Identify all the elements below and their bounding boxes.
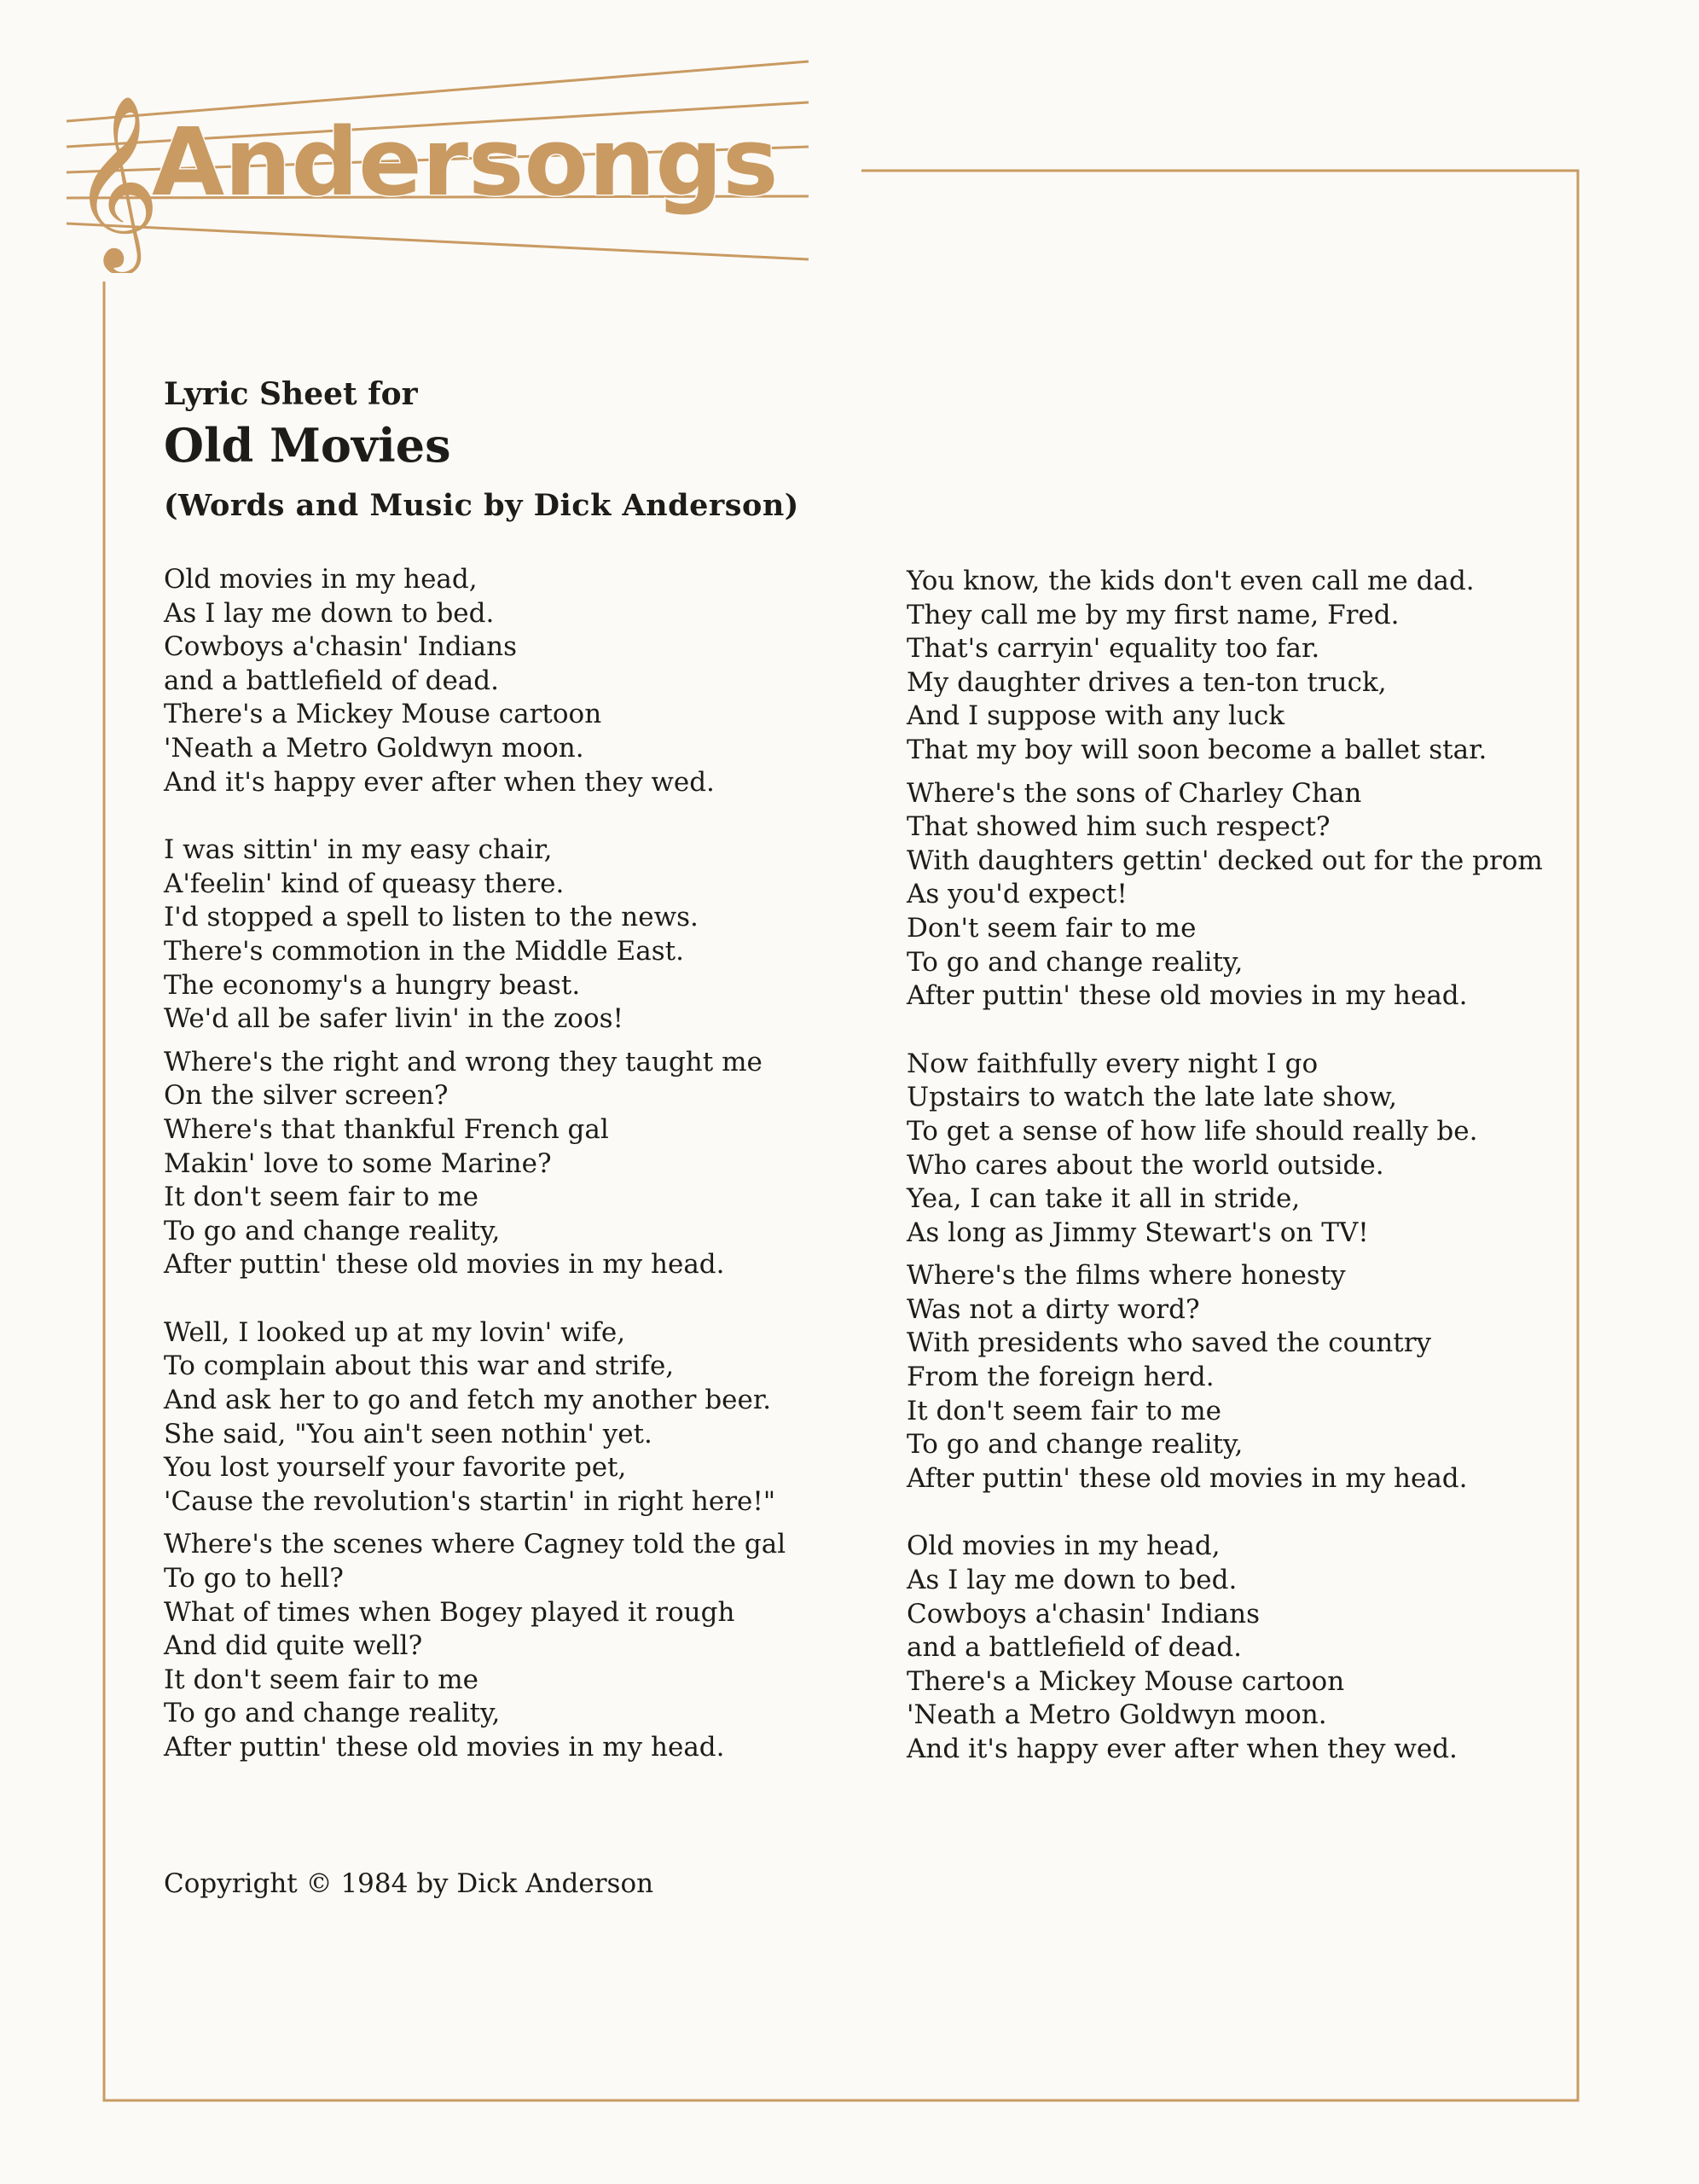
lyric-line: 'Neath a Metro Goldwyn moon. bbox=[907, 1699, 1327, 1731]
lyric-line: Yea, I can take it all in stride, bbox=[907, 1183, 1301, 1215]
lyric-line: Upstairs to watch the late late show, bbox=[907, 1082, 1397, 1113]
lyric-line: She said, "You ain't seen nothin' yet. bbox=[164, 1418, 652, 1449]
lyric-line: From the foreign herd. bbox=[907, 1362, 1215, 1393]
lyric-line: Makin' love to some Marine? bbox=[164, 1147, 552, 1179]
lyric-line: There's a Mickey Mouse cartoon bbox=[907, 1665, 1345, 1697]
lyric-line: 'Neath a Metro Goldwyn moon. bbox=[164, 732, 584, 764]
treble-clef-icon: 𝄞 bbox=[72, 95, 160, 268]
lyric-stanza bbox=[164, 1316, 829, 1519]
lyric-line: Where's the scenes where Cagney told the gal bbox=[164, 1529, 786, 1560]
lyric-line: Where's the films where honesty bbox=[907, 1260, 1346, 1292]
lyric-stanza bbox=[907, 777, 1606, 1014]
logo-wordmark: Andersongs bbox=[152, 107, 779, 217]
lyric-line: That showed him such respect? bbox=[907, 811, 1331, 843]
lyric-line: You lost yourself your favorite pet, bbox=[164, 1452, 627, 1484]
lyric-line: The economy's a hungry beast. bbox=[164, 969, 581, 1001]
lyric-line: There's a Mickey Mouse cartoon bbox=[164, 699, 602, 730]
lyrics-right-column bbox=[907, 565, 1606, 1767]
song-credit: (Words and Music by Dick Anderson) bbox=[164, 488, 799, 523]
lyric-line: Where's that thankful French gal bbox=[164, 1113, 609, 1145]
lyric-line: As long as Jimmy Stewart's on TV! bbox=[907, 1217, 1369, 1248]
lyric-line: On the silver screen? bbox=[164, 1080, 449, 1112]
lyric-stanza bbox=[907, 565, 1606, 768]
andersongs-logo bbox=[67, 51, 817, 273]
lyric-line: I'd stopped a spell to listen to the news. bbox=[164, 902, 699, 933]
song-header bbox=[164, 374, 799, 557]
lyric-line: Cowboys a'chasin' Indians bbox=[164, 631, 518, 663]
lyric-line: What of times when Bogey played it rough bbox=[164, 1596, 735, 1628]
lyric-line: And did quite well? bbox=[164, 1630, 423, 1662]
lyric-line: With daughters gettin' decked out for the prom bbox=[907, 845, 1543, 876]
copyright-notice: Copyright © 1984 by Dick Anderson bbox=[164, 1868, 654, 1899]
lyric-stanza bbox=[164, 1046, 829, 1282]
lyric-line: It don't seem fair to me bbox=[164, 1664, 478, 1695]
lyric-line: To go to hell? bbox=[164, 1563, 344, 1594]
lyric-line: Old movies in my head, bbox=[164, 564, 478, 595]
lyric-line: And it's happy ever after when they wed. bbox=[164, 766, 715, 798]
lyric-line: 'Cause the revolution's startin' in right here!" bbox=[164, 1485, 776, 1517]
lyrics-left-column bbox=[164, 563, 829, 1765]
lyric-line: and a battlefield of dead. bbox=[164, 665, 499, 696]
lyric-stanza bbox=[907, 1048, 1606, 1251]
lyric-line: After puttin' these old movies in my head. bbox=[907, 980, 1468, 1012]
lyric-stanza bbox=[164, 563, 829, 799]
lyric-line: It don't seem fair to me bbox=[164, 1182, 478, 1213]
lyric-line: That's carryin' equality too far. bbox=[907, 633, 1320, 665]
lyric-line: Cowboys a'chasin' Indians bbox=[907, 1598, 1261, 1629]
lyric-line: To get a sense of how life should really be. bbox=[907, 1115, 1478, 1147]
lyric-line: Now faithfully every night I go bbox=[907, 1048, 1319, 1079]
lyric-stanza bbox=[907, 1259, 1606, 1496]
lyric-line: As I lay me down to bed. bbox=[907, 1565, 1238, 1596]
lyric-line: It don't seem fair to me bbox=[907, 1395, 1221, 1426]
lyric-line: We'd all be safer livin' in the zoos! bbox=[164, 1003, 623, 1035]
lyric-line: After puttin' these old movies in my head. bbox=[164, 1249, 725, 1281]
lyric-line: My daughter drives a ten-ton truck, bbox=[907, 666, 1387, 698]
lyric-line: Who cares about the world outside. bbox=[907, 1149, 1384, 1181]
lyric-line: A'feelin' kind of queasy there. bbox=[164, 868, 565, 899]
song-title: Old Movies bbox=[164, 418, 451, 473]
lyric-line: Old movies in my head, bbox=[907, 1531, 1221, 1562]
lyric-line: As I lay me down to bed. bbox=[164, 597, 495, 629]
lyric-line: They call me by my first name, Fred. bbox=[907, 599, 1400, 630]
lyric-line: To go and change reality, bbox=[164, 1698, 501, 1729]
lyric-stanza bbox=[164, 834, 829, 1037]
lyric-line: And it's happy ever after when they wed. bbox=[907, 1734, 1458, 1764]
lyric-line: To go and change reality, bbox=[907, 1429, 1244, 1461]
lyric-line: You know, the kids don't even call me dad. bbox=[907, 566, 1475, 596]
lyric-line: And I suppose with any luck bbox=[907, 700, 1285, 732]
lyric-stanza bbox=[164, 1528, 829, 1764]
lyric-line: Where's the sons of Charley Chan bbox=[907, 777, 1362, 809]
lyric-line: As you'd expect! bbox=[907, 879, 1128, 910]
lyric-line: and a battlefield of dead. bbox=[907, 1632, 1242, 1664]
lyric-sheet-label: Lyric Sheet for bbox=[164, 376, 418, 412]
lyric-line: With presidents who saved the country bbox=[907, 1327, 1432, 1359]
lyric-line: To go and change reality, bbox=[907, 946, 1244, 978]
lyric-line: That my boy will soon become a ballet star. bbox=[907, 734, 1487, 765]
lyric-line: Well, I looked up at my lovin' wife, bbox=[164, 1316, 626, 1348]
lyric-line: To go and change reality, bbox=[164, 1215, 501, 1246]
lyric-stanza bbox=[907, 1530, 1606, 1766]
lyric-line: And ask her to go and fetch my another beer. bbox=[164, 1385, 772, 1416]
lyric-line: I was sittin' in my easy chair, bbox=[164, 834, 553, 866]
lyric-line: Was not a dirty word? bbox=[907, 1293, 1200, 1325]
lyric-line: There's commotion in the Middle East. bbox=[164, 935, 684, 967]
lyric-line: After puttin' these old movies in my head. bbox=[164, 1732, 725, 1763]
lyric-line: Don't seem fair to me bbox=[907, 912, 1197, 944]
lyric-line: To complain about this war and strife, bbox=[164, 1350, 675, 1382]
lyric-line: Where's the right and wrong they taught me bbox=[164, 1046, 763, 1077]
lyric-line: After puttin' these old movies in my head. bbox=[907, 1462, 1468, 1494]
